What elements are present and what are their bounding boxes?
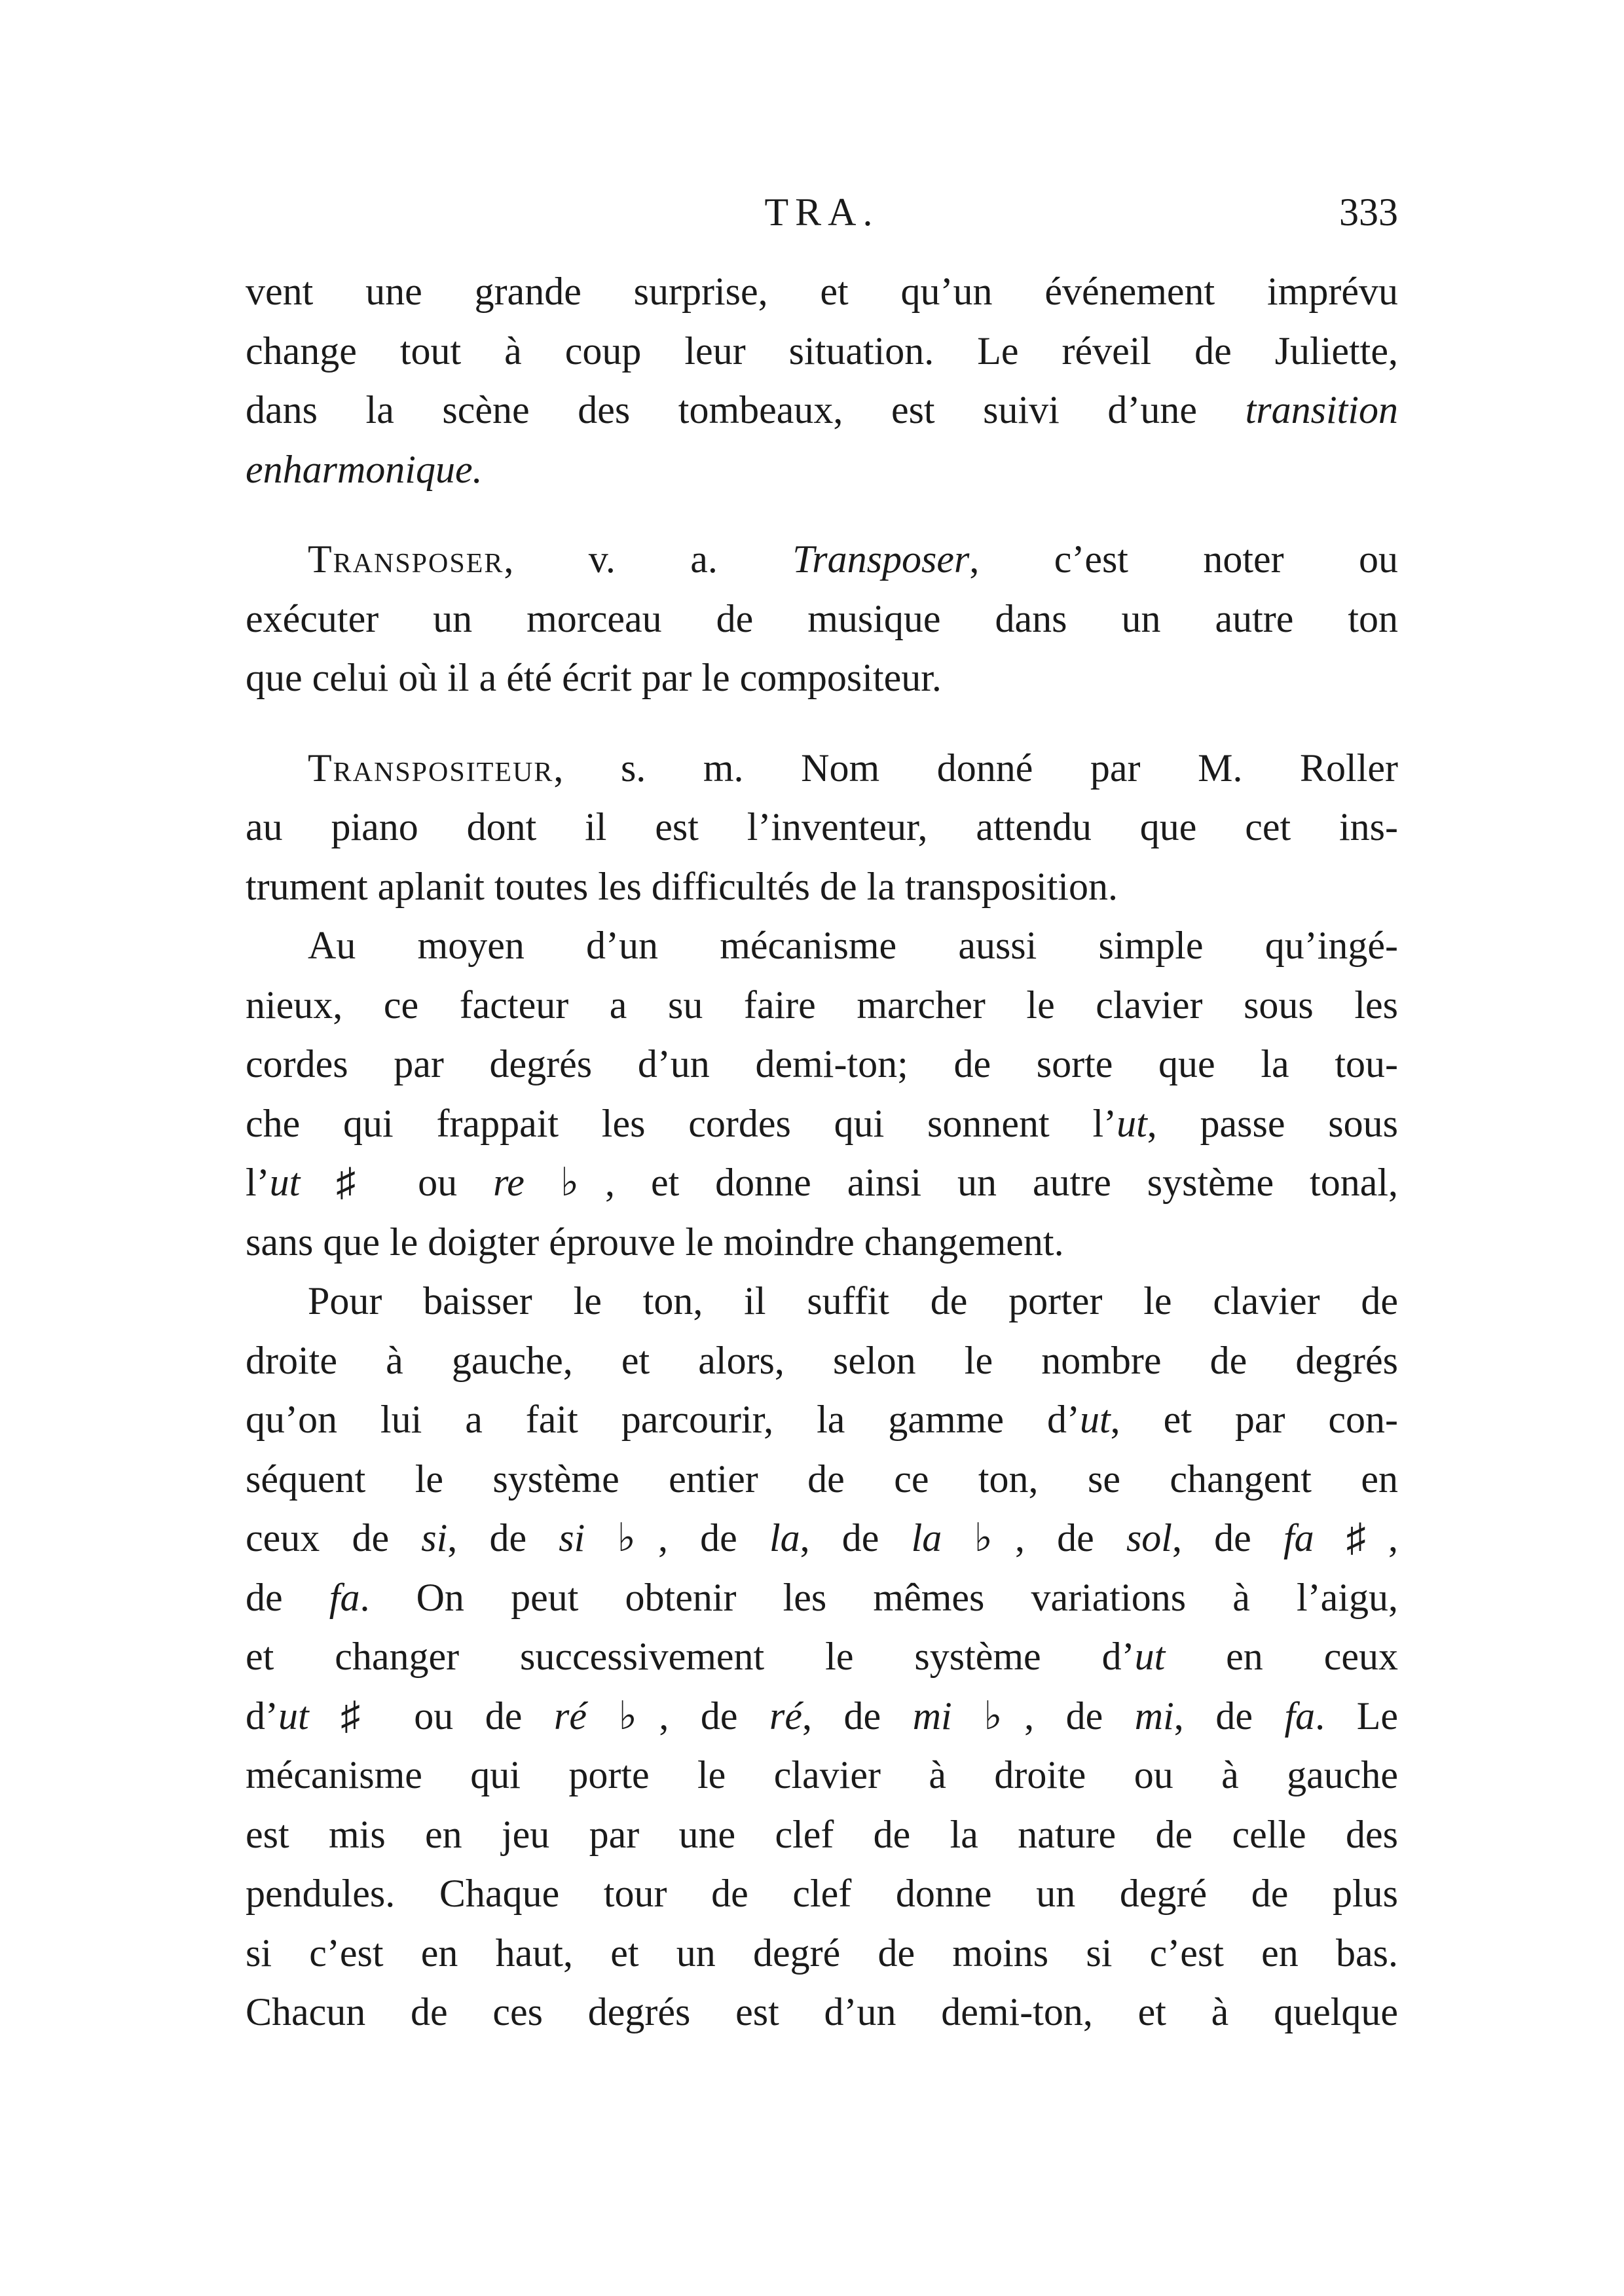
- text-line: au piano dont il est l’inventeur, attendu que cet ins-: [246, 805, 1398, 848]
- italic-term: si: [421, 1516, 448, 1559]
- running-head-title: TRA.: [764, 191, 879, 234]
- text-line: vent une grande surprise, et qu’un événement imprévu: [246, 270, 1398, 313]
- text-line: Pour baisser le ton, il suffit de porter le clavier de: [308, 1279, 1398, 1322]
- text-line: exécuter un morceau de musique dans un autre ton: [246, 596, 1398, 640]
- text-line: che qui frappait les cordes qui sonnent l’ut, passe sous: [246, 1101, 1398, 1145]
- text-line: [246, 440, 1398, 500]
- italic-term: la: [769, 1516, 800, 1559]
- italic-term: fa: [1284, 1694, 1316, 1738]
- text-line: nieux, ce facteur a su faire marcher le clavier sous les: [246, 983, 1398, 1027]
- italic-term: ut: [278, 1694, 309, 1738]
- entry-headword: Transpositeur: [308, 746, 554, 790]
- text-line: trument aplanit toutes les difficultés de la transposition.: [246, 864, 1118, 908]
- text-line: et changer successivement le système d’ut en ceux: [246, 1635, 1398, 1678]
- text-line: l’ut ♯ ou re ♭, et donne ainsi un autre système tonal,: [246, 1161, 1398, 1204]
- text-line: sans que le doigter éprouve le moindre changement.: [246, 1220, 1064, 1264]
- text-line: qu’on lui a fait parcourir, la gamme d’ut, et par con-: [246, 1398, 1398, 1441]
- page-number: 333: [1339, 191, 1398, 234]
- italic-term: si: [559, 1516, 585, 1559]
- text-line: droite à gauche, et alors, selon le nombre de degrés: [246, 1338, 1398, 1382]
- text-line: Transpositeur, s. m. Nom donné par M. Roller: [308, 746, 1398, 790]
- italic-term: mi: [1134, 1694, 1174, 1738]
- entry-headword: Transposer: [308, 538, 504, 581]
- text-line: d’ut ♯ ou de ré ♭, de ré, de mi ♭, de mi, de fa. Le: [246, 1694, 1398, 1738]
- text-line: si c’est en haut, et un degré de moins si c’est en bas.: [246, 1931, 1398, 1975]
- text-line: change tout à coup leur situation. Le réveil de Juliette,: [246, 329, 1398, 373]
- text-line: séquent le système entier de ce ton, se changent en: [246, 1457, 1398, 1501]
- text-line: pendules. Chaque tour de clef donne un degré de plus: [246, 1872, 1398, 1915]
- italic-term: ut: [1116, 1101, 1147, 1145]
- paragraph-gap: [246, 708, 1398, 738]
- italic-term: ut: [1134, 1635, 1166, 1678]
- italic-term: ut: [1079, 1398, 1111, 1441]
- italic-term: mi: [912, 1694, 952, 1738]
- text-line: mécanisme qui porte le clavier à droite ou à gauche: [246, 1753, 1398, 1796]
- italic-term: fa: [329, 1575, 360, 1619]
- body-text: [246, 262, 1398, 2042]
- paragraph-gap: [246, 499, 1398, 530]
- italic-term: transition: [1245, 388, 1398, 431]
- text-line: est mis en jeu par une clef de la nature de celle des: [246, 1812, 1398, 1856]
- text-line: que celui où il a été écrit par le compositeur.: [246, 656, 942, 699]
- text-line: ceux de si, de si ♭, de la, de la ♭, de sol, de fa ♯,: [246, 1516, 1398, 1559]
- italic-term: ré: [769, 1694, 803, 1738]
- italic-term: ut: [269, 1161, 301, 1204]
- text-line: Au moyen d’un mécanisme aussi simple qu’ingé-: [308, 924, 1398, 967]
- italic-term: Transposer: [792, 538, 970, 581]
- text-line: dans la scène des tombeaux, est suivi d’une transition: [246, 388, 1398, 431]
- italic-term: ré: [553, 1694, 587, 1738]
- italic-term: la: [911, 1516, 942, 1559]
- italic-term: enharmonique.: [246, 447, 483, 491]
- running-head: [246, 190, 1398, 249]
- italic-term: re: [493, 1161, 525, 1204]
- italic-term: fa: [1283, 1516, 1314, 1559]
- text-line: de fa. On peut obtenir les mêmes variations à l’aigu,: [246, 1575, 1398, 1619]
- italic-term: sol: [1126, 1516, 1172, 1559]
- text-line: cordes par degrés d’un demi-ton; de sorte que la tou-: [246, 1042, 1398, 1085]
- text-line: Transposer, v. a. Transposer, c’est noter ou: [308, 538, 1398, 581]
- text-line: Chacun de ces degrés est d’un demi-ton, et à quelque: [246, 1990, 1398, 2033]
